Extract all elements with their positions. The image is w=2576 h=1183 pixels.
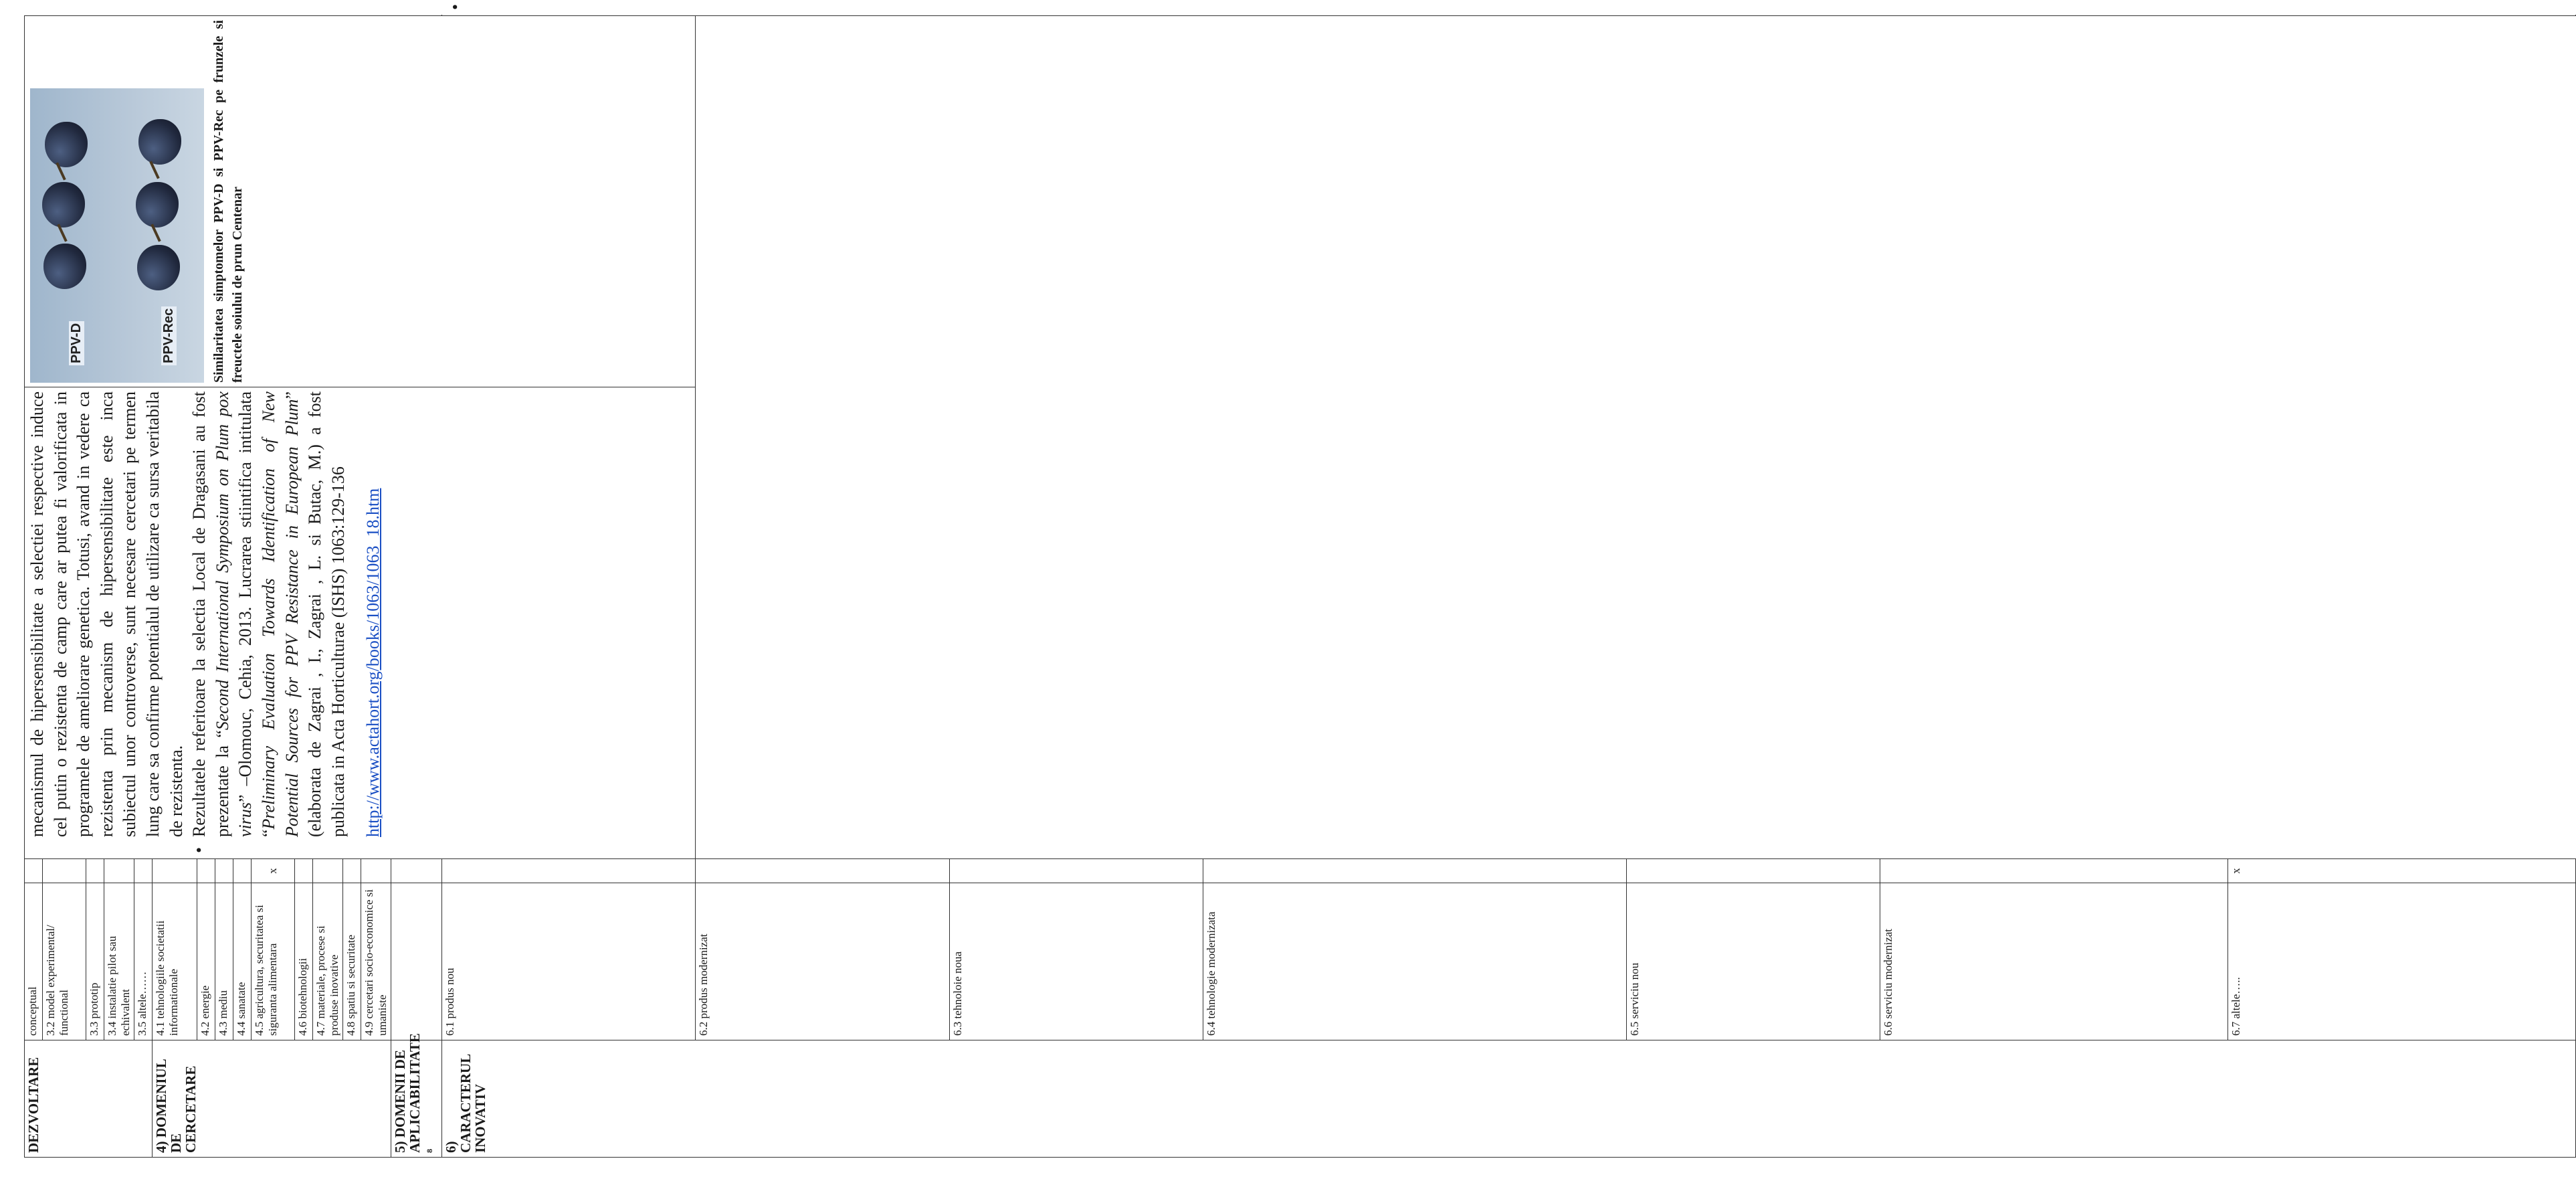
innov-mark-6 (1880, 859, 2228, 883)
research-mark-6 (295, 859, 313, 883)
level-mark-1 (25, 859, 43, 883)
results-text-b: ” –Olomouc, Cehia, 2013. Lucrarea stiintifica intitulata “ (235, 391, 278, 837)
section-domeniul: 4) DOMENIUL DE CERCETARE (153, 1040, 391, 1158)
innov-item-5: 6.5 serviciu nou (1626, 883, 1880, 1040)
ppv-rec-label: PPV-Rec (161, 306, 177, 365)
research-mark-9 (361, 859, 391, 883)
acta-link[interactable]: http://www.actahort.org/books/1063/1063_18.htm (363, 488, 383, 837)
plum-fruit-icon (138, 119, 181, 165)
research-mark-5: x (252, 859, 295, 883)
results-text-c: ” (elaborata de Zagrai , I., Zagrai , L. si Butac, M.) a fost publicata in Acta Horticulturae (ISHS) 1063:129-136 (282, 391, 348, 837)
innov-mark-3 (949, 859, 1203, 883)
section-dezvoltare: DEZVOLTARE (25, 1040, 153, 1158)
research-mark-8 (343, 859, 361, 883)
aplicabilitate-empty (391, 883, 442, 1040)
innov-item-2: 6.2 produs modernizat (696, 883, 949, 1040)
innov-item-4: 6.4 tehnologie modernizata (1203, 883, 1626, 1040)
research-mark-7 (313, 859, 343, 883)
level-item-2: 3.2 model experimental/ functional (43, 883, 86, 1040)
aplicabilitate-label: 5) DOMENII DE APLICABILITATE (392, 1033, 423, 1153)
results-para-1: mecanismul de hipersensibilitate a selectiei respective induce cel putin o rezistenta de camp care ar putea fi valorificata in programele de ameliorare genetica. Totusi, avand in vedere ca rezistenta prin mecanism de hipersensibilitate este inca subiectul unor controverse, sunt necesare cercetari pe termen lung care sa confirme potentialul de utilizare ca sursa veritabila de rezistenta. (27, 391, 186, 837)
research-mark-3 (215, 859, 233, 883)
research-mark-2 (197, 859, 215, 883)
innov-item-6: 6.6 serviciu modernizat (1880, 883, 2228, 1040)
footnote-ref: 8 (425, 1149, 434, 1153)
research-item-7: 4.7 materiale, procese si produse inovative (313, 883, 343, 1040)
innov-mark-5 (1626, 859, 1880, 883)
plum-fruit-icon (45, 122, 88, 167)
level-item-4: 3.4 instalatie pilot sau echivalent (104, 883, 134, 1040)
research-mark-4 (233, 859, 252, 883)
innov-mark-1 (442, 859, 696, 883)
research-item-6: 4.6 biotehnologii (295, 883, 313, 1040)
innov-item-7: 6.7 altele….. (2228, 883, 2576, 1040)
form-table (24, 15, 2576, 1158)
research-item-2: 4.2 energie (197, 883, 215, 1040)
plum-photo (30, 88, 204, 383)
plum-fruit-icon (136, 182, 179, 227)
photo-caption: Similaritatea simptomelor PPV-D si PPV-Rec pe frunzele si freuctele soiului de prun Centenar (211, 20, 245, 383)
paper-title: Preliminary Evaluation Towards Identification of New Potential Sources for PPV Resistance in European Plum (258, 391, 302, 837)
section-caracter: 6) CARACTERUL INOVATIV (442, 1040, 2576, 1158)
research-item-1: 4.1 tehnologiile societatii informationale (153, 883, 197, 1040)
research-item-3: 4.3 mediu (215, 883, 233, 1040)
research-item-4: 4.4 sanatate (233, 883, 252, 1040)
level-mark-5 (134, 859, 153, 883)
innov-mark-2 (696, 859, 949, 883)
innov-mark-7: x (2228, 859, 2576, 883)
level-item-1: conceptual (25, 883, 43, 1040)
conference-name: Second International Symposium on Plum pox virus (212, 391, 256, 837)
innovative-text (443, 0, 2574, 11)
ppv-d-label: PPV-D (69, 321, 84, 365)
section-aplicabilitate (391, 1033, 442, 1158)
level-mark-4 (104, 859, 134, 883)
research-mark-1 (153, 859, 197, 883)
results-para-2 (188, 391, 350, 854)
innov-item-1: 6.1 produs nou (442, 883, 696, 1040)
level-item-3: 3.3 prototip (86, 883, 104, 1040)
research-item-9: 4.9 cercetari socio-economice si umaniste (361, 883, 391, 1040)
plum-fruit-icon (137, 245, 180, 290)
aplicabilitate-mark (391, 859, 442, 883)
level-mark-3 (86, 859, 104, 883)
research-item-5: 4.5 agricultura, securitatea si siguranta alimentara (252, 883, 295, 1040)
innov-mark-4 (1203, 859, 1626, 883)
photo-cell (25, 16, 696, 387)
innov-item-3: 6.3 tehnoloie noua (949, 883, 1203, 1040)
results-cell (25, 387, 696, 859)
level-mark-2 (43, 859, 86, 883)
plum-fruit-icon (43, 244, 86, 289)
results-text-a: Rezultatele referitoare la selectia Local de Dragasani au fost prezentate la “ (189, 391, 232, 837)
level-item-5: 3.5 altele…… (134, 883, 153, 1040)
plum-fruit-icon (42, 182, 85, 227)
research-item-8: 4.8 spatiu si securitate (343, 883, 361, 1040)
